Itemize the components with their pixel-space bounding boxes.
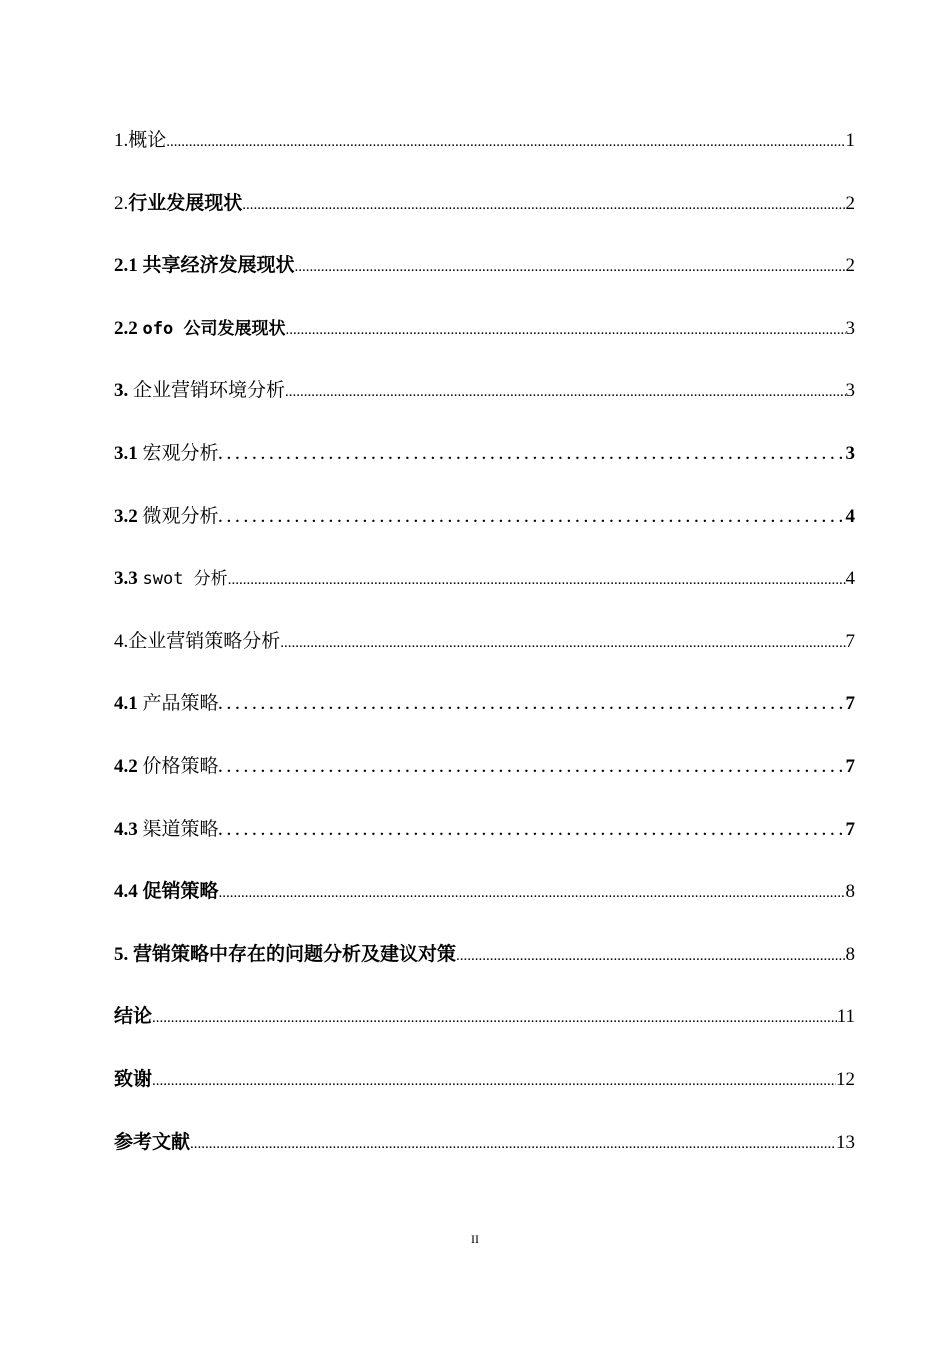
toc-entry-swot-analysis[interactable] [114,562,855,625]
toc-entry-sharing-economy[interactable] [114,249,855,312]
toc-entry-number: 2.2 [114,317,143,339]
toc-dot-leader [190,1128,836,1160]
toc-entry-micro-analysis[interactable] [114,500,855,563]
toc-entry-title: 营销策略中存在的问题分析及建议对策 [133,942,457,965]
toc-entry-conclusion[interactable] [114,1000,855,1063]
toc-dot-leader [152,1065,836,1097]
toc-entry-title: 宏观分析 [142,441,219,464]
toc-entry-number: 4.3 [114,818,143,840]
toc-entry-title: 微观分析 [142,504,219,527]
toc-entry-page: 11 [836,1006,855,1028]
toc-dot-leader [295,251,846,283]
toc-entry-title: 促销策略 [142,880,219,903]
toc-entry-page: 3 [845,442,855,464]
toc-entry-title: 概论 [128,129,167,151]
toc-entry-acknowledgements[interactable] [114,1063,855,1126]
toc-entry-page: 8 [845,943,855,965]
toc-dot-leader [219,815,846,847]
toc-entry-page: 7 [845,693,855,715]
table-of-contents [114,124,855,1188]
toc-entry-overview[interactable] [114,124,855,187]
toc-entry-industry-status[interactable] [114,187,855,250]
toc-dot-leader [280,627,845,659]
toc-entry-ofo-status[interactable] [114,312,855,375]
toc-entry-marketing-strategy[interactable] [114,625,855,688]
toc-entry-macro-analysis[interactable] [114,437,855,500]
toc-entry-title: 价格策略 [142,754,219,777]
toc-entry-number: 4.2 [114,755,143,777]
toc-dot-leader [219,439,846,471]
toc-entry-title: 产品策略 [142,692,219,715]
toc-entry-title: swot 分析 [142,569,228,590]
toc-entry-title: 共享经济发展现状 [142,254,295,277]
toc-entry-promotion-strategy[interactable] [114,875,855,938]
toc-dot-leader [219,752,846,784]
toc-entry-number: 1. [114,130,129,151]
toc-entry-title: 结论 [114,1005,153,1028]
toc-entry-page: 2 [845,255,855,277]
toc-entry-price-strategy[interactable] [114,750,855,813]
toc-entry-number: 4. [114,630,129,652]
toc-entry-page: 12 [836,1068,855,1090]
toc-entry-title: 致谢 [114,1067,153,1090]
toc-entry-page: 4 [845,505,855,527]
toc-entry-number: 4.1 [114,693,143,715]
toc-entry-title: 行业发展现状 [128,191,243,214]
toc-entry-page: 7 [845,755,855,777]
toc-entry-number: 2.1 [114,255,143,277]
toc-entry-product-strategy[interactable] [114,687,855,750]
toc-dot-leader [456,940,845,972]
toc-entry-page: 1 [845,130,855,151]
toc-entry-title: 企业营销策略分析 [128,629,281,652]
toc-dot-leader [285,376,845,408]
toc-dot-leader [219,502,846,534]
toc-entry-page: 8 [845,881,855,903]
toc-entry-problems-and-suggestions[interactable] [114,938,855,1001]
toc-dot-leader [219,877,846,909]
toc-entry-page: 2 [845,192,855,214]
toc-dot-leader [228,564,846,596]
page-number-footer: II [471,1232,479,1246]
toc-entry-references[interactable] [114,1126,855,1189]
toc-entry-title: 企业营销环境分析 [133,379,286,402]
toc-dot-leader [166,126,845,158]
toc-entry-number: 3.3 [114,568,143,590]
toc-entry-title: 参考文献 [114,1130,191,1153]
toc-entry-number: 3.2 [114,505,143,527]
toc-entry-page: 13 [836,1131,855,1153]
toc-entry-number: 3.1 [114,442,143,464]
toc-entry-number: 3. [114,380,133,402]
toc-entry-title: 渠道策略 [142,817,219,840]
toc-entry-number: 4.4 [114,881,143,903]
toc-entry-channel-strategy[interactable] [114,813,855,876]
toc-dot-leader [242,189,845,221]
toc-entry-number: 2. [114,192,129,214]
toc-entry-number: 5. [114,943,133,965]
toc-entry-page: 7 [845,630,855,652]
toc-dot-leader [219,689,846,721]
toc-entry-page: 7 [845,818,855,840]
toc-entry-page: 4 [845,568,855,590]
toc-dot-leader [285,314,845,346]
toc-entry-page: 3 [845,380,855,402]
toc-entry-page: 3 [845,317,855,339]
toc-entry-marketing-environment[interactable] [114,374,855,437]
toc-dot-leader [152,1002,837,1034]
toc-entry-title: ofo 公司发展现状 [142,318,286,339]
